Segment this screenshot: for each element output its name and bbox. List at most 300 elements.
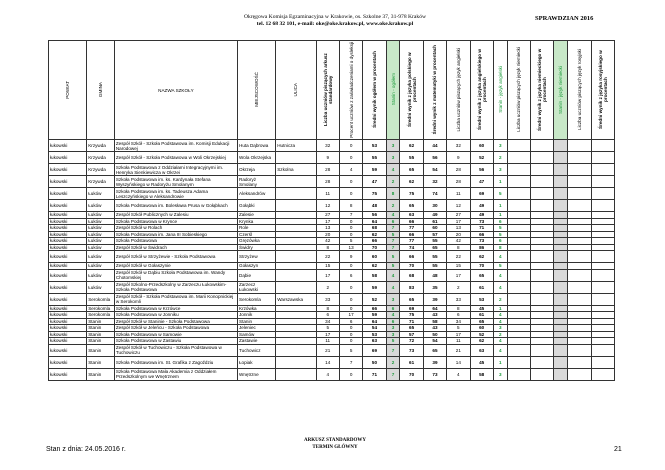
cell-miejscowosc: Radoryż Smolany — [238, 176, 276, 188]
cell-gmina: Łuków — [87, 281, 115, 293]
cell-v6: 73 — [423, 368, 446, 380]
col-stanin-ogolem: Stanin - ogółem — [386, 41, 400, 140]
cell-powiat: łukowski — [49, 325, 87, 332]
cell-v12 — [554, 176, 568, 188]
col-liczba-angielski: Liczba uczniów piszących język angielski — [447, 41, 470, 140]
cell-v4: 6 — [386, 305, 400, 312]
cell-ulica — [276, 188, 316, 200]
cell-v2: 0 — [339, 140, 362, 152]
cell-powiat: łukowski — [49, 338, 87, 345]
cell-miejscowosc: Jeleniec — [238, 325, 276, 332]
cell-v2: 5 — [339, 238, 362, 245]
cell-v13 — [568, 140, 591, 152]
cell-v4: 4 — [386, 212, 400, 219]
cell-szkola: Szkoła Podstawowa z Oddziałami Integracyjnymi im. Henryka Sienkiewicza w Okrzei — [114, 164, 237, 176]
cell-v4: 7 — [386, 244, 400, 251]
cell-v9: 2 — [493, 331, 507, 338]
cell-v5: 70 — [400, 368, 423, 380]
cell-v14 — [591, 293, 614, 305]
cell-v1: 13 — [316, 225, 339, 232]
cell-v13 — [568, 344, 591, 356]
cell-ulica — [276, 152, 316, 164]
cell-miejscowosc: Krzówka — [238, 305, 276, 312]
cell-miejscowosc: Wola Okrzejska — [238, 152, 276, 164]
cell-gmina: Łuków — [87, 212, 115, 219]
cell-v4: 5 — [386, 231, 400, 238]
col-procent-dysleksja: Procent uczniów z zaświadczeniami o dysleksji — [339, 41, 362, 140]
cell-v5: 72 — [400, 338, 423, 345]
cell-v5: 55 — [400, 152, 423, 164]
cell-v1: 15 — [316, 263, 339, 270]
cell-v7: 33 — [447, 293, 470, 305]
cell-v8: 65 — [470, 269, 493, 281]
cell-v9: 1 — [493, 212, 507, 219]
cell-v6: 60 — [423, 225, 446, 232]
cell-v1: 34 — [316, 318, 339, 325]
cell-v6: 65 — [423, 344, 446, 356]
cell-v12 — [554, 368, 568, 380]
cell-v1: 9 — [316, 152, 339, 164]
cell-v9: 5 — [493, 231, 507, 238]
cell-v9: 4 — [493, 281, 507, 293]
footer-arkusz: ARKUSZ STANDARDOWY — [304, 438, 366, 443]
cell-powiat: łukowski — [49, 238, 87, 245]
cell-v14 — [591, 140, 614, 152]
cell-gmina: Stanin — [87, 356, 115, 368]
cell-v1: 28 — [316, 176, 339, 188]
cell-v9: 4 — [493, 269, 507, 281]
cell-v1: 8 — [316, 305, 339, 312]
cell-v12 — [554, 200, 568, 212]
cell-v3: 70 — [363, 244, 386, 251]
cell-miejscowosc: Okrzeja — [238, 164, 276, 176]
col-miejscowosc: MIEJSCOWOŚĆ — [238, 41, 276, 140]
cell-v11 — [531, 140, 554, 152]
cell-v8: 86 — [470, 244, 493, 251]
cell-szkola: Szkoła Podstawowa — [114, 238, 237, 245]
cell-powiat: łukowski — [49, 188, 87, 200]
header-address: Okręgowa Komisja Egzaminacyjna w Krakowie, os. Szkolne 37, 31-978 Kraków — [243, 14, 427, 20]
cell-v8: 65 — [470, 318, 493, 325]
cell-v2: 0 — [339, 176, 362, 188]
table-header-row — [49, 41, 615, 140]
col-powiat: POWIAT — [49, 41, 87, 140]
footer-date: Stan z dnia: 24.05.2016 r. — [46, 446, 126, 453]
cell-v7: 17 — [447, 218, 470, 225]
cell-v7: 32 — [447, 140, 470, 152]
cell-v10 — [507, 251, 530, 263]
cell-v8: 49 — [470, 200, 493, 212]
cell-v2: 0 — [339, 225, 362, 232]
cell-szkola: Zespół Szkół w Staninie - Szkoła Podstawowa — [114, 318, 237, 325]
cell-szkola: Szkoła Podstawowa w Jonniku — [114, 312, 237, 319]
cell-miejscowosc: Łopiak — [238, 356, 276, 368]
cell-v9: 1 — [493, 200, 507, 212]
cell-v9: 6 — [493, 218, 507, 225]
cell-v4: 3 — [386, 331, 400, 338]
cell-v11 — [531, 200, 554, 212]
col-gmina: GMINA — [87, 41, 115, 140]
cell-v1: 22 — [316, 251, 339, 263]
cell-v11 — [531, 188, 554, 200]
col-wynik-polski: Średni wynik z języka polskiego w procentach — [400, 41, 423, 140]
cell-v4: 7 — [386, 368, 400, 380]
cell-v14 — [591, 200, 614, 212]
cell-v1: 27 — [316, 212, 339, 219]
cell-v4: 3 — [386, 152, 400, 164]
cell-gmina: Stanin — [87, 368, 115, 380]
cell-szkola: Zespół Szkół - Szkoła Podstawowa im. Marii Konopnickiej w Serokomli — [114, 293, 237, 305]
cell-v7: 27 — [447, 212, 470, 219]
cell-v8: 70 — [470, 263, 493, 270]
cell-v3: 59 — [363, 164, 386, 176]
cell-szkola: Szkoła Podstawowa w Samowie — [114, 331, 237, 338]
cell-ulica: Warszawska — [276, 293, 316, 305]
cell-v2: 4 — [339, 164, 362, 176]
cell-v3: 62 — [363, 231, 386, 238]
cell-v6: 39 — [423, 356, 446, 368]
cell-v7: 11 — [447, 338, 470, 345]
cell-v4: 5 — [386, 338, 400, 345]
col-wynik-matematyka: Średni wynik z matematyki w procentach — [423, 41, 446, 140]
cell-ulica — [276, 344, 316, 356]
cell-szkola: Zespół Szkół w Rolach — [114, 225, 237, 232]
cell-v7: 11 — [447, 188, 470, 200]
cell-v9: 3 — [493, 140, 507, 152]
cell-v10 — [507, 281, 530, 293]
cell-v2: 6 — [339, 318, 362, 325]
cell-v13 — [568, 188, 591, 200]
cell-v3: 59 — [363, 281, 386, 293]
cell-v8: 58 — [470, 368, 493, 380]
cell-v1: 2 — [316, 281, 339, 293]
cell-gmina: Łuków — [87, 200, 115, 212]
cell-szkola: Zespół Szkół w Jeleńcu - Szkoła Podstawowa — [114, 325, 237, 332]
cell-v14 — [591, 164, 614, 176]
cell-v9: 1 — [493, 176, 507, 188]
cell-v6: 65 — [423, 244, 446, 251]
cell-v5: 75 — [400, 188, 423, 200]
cell-v2: 0 — [339, 305, 362, 312]
cell-v6: 55 — [423, 251, 446, 263]
cell-v5: 77 — [400, 238, 423, 245]
cell-miejscowosc: Gołaszyn — [238, 263, 276, 270]
cell-v3: 50 — [363, 356, 386, 368]
cell-v4: 5 — [386, 263, 400, 270]
cell-szkola: Szkoła Podstawowa w Zastawiu — [114, 338, 237, 345]
cell-powiat: łukowski — [49, 152, 87, 164]
cell-v3: 66 — [363, 305, 386, 312]
cell-v12 — [554, 269, 568, 281]
cell-v1: 5 — [316, 325, 339, 332]
cell-powiat: łukowski — [49, 344, 87, 356]
col-liczba-niemiecki: Liczba uczniów piszących język niemiecki — [507, 41, 530, 140]
cell-v11 — [531, 281, 554, 293]
cell-v8: 45 — [470, 356, 493, 368]
cell-gmina: Łuków — [87, 218, 115, 225]
cell-v4: 3 — [386, 293, 400, 305]
cell-powiat: łukowski — [49, 200, 87, 212]
cell-v10 — [507, 368, 530, 380]
cell-v14 — [591, 344, 614, 356]
cell-v11 — [531, 293, 554, 305]
table-row — [49, 269, 615, 281]
cell-v4: 7 — [386, 238, 400, 245]
cell-v1: 21 — [316, 344, 339, 356]
col-wynik-angielski: Średni wynik z języka angielskiego w procentach — [470, 41, 493, 140]
cell-v6: 50 — [423, 331, 446, 338]
cell-v14 — [591, 281, 614, 293]
cell-miejscowosc: Aleksandrów — [238, 188, 276, 200]
cell-gmina: Łuków — [87, 225, 115, 232]
cell-v13 — [568, 251, 591, 263]
cell-powiat: łukowski — [49, 331, 87, 338]
cell-v7: 9 — [447, 152, 470, 164]
cell-v3: 66 — [363, 238, 386, 245]
footer-termin: TERMIN GŁÓWNY — [312, 445, 358, 450]
cell-v5: 83 — [400, 281, 423, 293]
cell-v7: 14 — [447, 356, 470, 368]
cell-miejscowosc: Tuchowicz — [238, 344, 276, 356]
cell-v11 — [531, 176, 554, 188]
cell-v3: 71 — [363, 368, 386, 380]
cell-ulica: Szkolna — [276, 164, 316, 176]
cell-v14 — [591, 368, 614, 380]
cell-v6: 74 — [423, 188, 446, 200]
cell-miejscowosc: Role — [238, 225, 276, 232]
cell-v13 — [568, 200, 591, 212]
cell-gmina: Krzywda — [87, 152, 115, 164]
table-row — [49, 140, 615, 152]
cell-gmina: Serokomla — [87, 312, 115, 319]
cell-v5: 65 — [400, 164, 423, 176]
cell-v2: 7 — [339, 356, 362, 368]
cell-miejscowosc: Zarzecz Łukowski — [238, 281, 276, 293]
cell-v13 — [568, 176, 591, 188]
cell-v3: 56 — [363, 212, 386, 219]
cell-szkola: Szkoła Podstawowa im. ks. Kardynała Stefana Wyszyńskiego w Radoryżu Smolanym — [114, 176, 237, 188]
cell-szkola: Zespół Szkół - Szkoła Podstawowa im. Komisji Edukacji Narodowej — [114, 140, 237, 152]
col-wynik-rosyjski: Średni wynik z języka rosyjskiego w procentach — [591, 41, 614, 140]
cell-szkola: Zespół Szkół Publicznych w Zalesiu — [114, 212, 237, 219]
cell-powiat: łukowski — [49, 269, 87, 281]
cell-v12 — [554, 281, 568, 293]
col-szkola: NAZWA SZKOŁY — [114, 41, 237, 140]
cell-v1: 33 — [316, 293, 339, 305]
col-ulica: ULICA — [276, 41, 316, 140]
cell-ulica — [276, 200, 316, 212]
cell-szkola: Szkoła Podstawowa w Krynce — [114, 218, 237, 225]
cell-v3: 62 — [363, 263, 386, 270]
cell-v14 — [591, 188, 614, 200]
cell-v1: 32 — [316, 140, 339, 152]
cell-v2: 6 — [339, 269, 362, 281]
cell-v14 — [591, 356, 614, 368]
cell-v9: 5 — [493, 225, 507, 232]
cell-v4: 2 — [386, 176, 400, 188]
cell-v6: 39 — [423, 293, 446, 305]
cell-v5: 62 — [400, 140, 423, 152]
cell-powiat: łukowski — [49, 318, 87, 325]
cell-v10 — [507, 356, 530, 368]
cell-powiat: łukowski — [49, 356, 87, 368]
cell-v4: 4 — [386, 269, 400, 281]
cell-v10 — [507, 140, 530, 152]
cell-gmina: Łuków — [87, 244, 115, 251]
cell-szkola: Szkoła Podstawowa im. St. Grafika z Zagoździu — [114, 356, 237, 368]
cell-v6: 64 — [423, 305, 446, 312]
cell-v14 — [591, 251, 614, 263]
cell-v13 — [568, 293, 591, 305]
col-stanin-angielski: Stanin - język angielski — [493, 41, 507, 140]
cell-v8: 73 — [470, 238, 493, 245]
cell-v3: 64 — [363, 218, 386, 225]
cell-v7: 6 — [447, 312, 470, 319]
cell-gmina: Łuków — [87, 269, 115, 281]
cell-szkola: Szkoła Podstawowa Mała Akademia z Oddziałem Przedszkolnym we Wnętrznem — [114, 368, 237, 380]
cell-v5: 71 — [400, 318, 423, 325]
cell-v8: 66 — [470, 231, 493, 238]
header-contact: tel. 12 68 32 101, e-mail: oke@oke.krakow.pl, www.oke.krakow.pl — [256, 21, 414, 27]
cell-v1: 42 — [316, 238, 339, 245]
cell-v14 — [591, 152, 614, 164]
cell-v9: 2 — [493, 293, 507, 305]
cell-v7: 28 — [447, 176, 470, 188]
cell-v10 — [507, 188, 530, 200]
cell-v8: 69 — [470, 188, 493, 200]
cell-gmina: Krzywda — [87, 176, 115, 188]
cell-v1: 20 — [316, 231, 339, 238]
cell-v9: 3 — [493, 325, 507, 332]
cell-miejscowosc: Samów — [238, 331, 276, 338]
cell-v6: 35 — [423, 281, 446, 293]
cell-v1: 6 — [316, 312, 339, 319]
cell-v3: 69 — [363, 344, 386, 356]
cell-v10 — [507, 293, 530, 305]
cell-v10 — [507, 176, 530, 188]
cell-v1: 17 — [316, 218, 339, 225]
cell-miejscowosc: Krynka — [238, 218, 276, 225]
cell-v9: 3 — [493, 164, 507, 176]
cell-v5: 61 — [400, 356, 423, 368]
cell-v5: 70 — [400, 263, 423, 270]
page-number: 21 — [614, 446, 622, 453]
cell-powiat: łukowski — [49, 305, 87, 312]
cell-v8: 60 — [470, 140, 493, 152]
cell-v2: 0 — [339, 331, 362, 338]
cell-v3: 58 — [363, 269, 386, 281]
cell-v2: 8 — [339, 200, 362, 212]
cell-v6: 30 — [423, 200, 446, 212]
table-row — [49, 152, 615, 164]
cell-v2: 0 — [339, 281, 362, 293]
cell-v11 — [531, 164, 554, 176]
cell-v7: 17 — [447, 269, 470, 281]
cell-v2: 0 — [339, 293, 362, 305]
cell-v9: 4 — [493, 318, 507, 325]
cell-v4: 6 — [386, 318, 400, 325]
cell-v2: 5 — [339, 344, 362, 356]
exam-title: SPRAWDZIAN 2016 — [535, 15, 594, 22]
cell-v8: 62 — [470, 251, 493, 263]
cell-v4: 8 — [386, 188, 400, 200]
cell-v7: 12 — [447, 200, 470, 212]
cell-v5: 73 — [400, 344, 423, 356]
cell-v11 — [531, 251, 554, 263]
cell-v6: 43 — [423, 325, 446, 332]
cell-v9: 4 — [493, 312, 507, 319]
cell-v13 — [568, 368, 591, 380]
cell-szkola: Szkoła Podstawowa im. ks. Tadeusza Adama Leszczyńskiego w Aleksandrowie — [114, 188, 237, 200]
cell-v1: 28 — [316, 164, 339, 176]
cell-v5: 74 — [400, 244, 423, 251]
cell-szkola: Szkoła Podstawowa im. Bolesława Prusa w Gołąbkach — [114, 200, 237, 212]
cell-v5: 69 — [400, 305, 423, 312]
cell-v7: 22 — [447, 251, 470, 263]
cell-v8: 61 — [470, 312, 493, 319]
cell-miejscowosc: Świdry — [238, 244, 276, 251]
table-row — [49, 281, 615, 293]
col-wynik-niemiecki: Średni wynik z języka niemieckiego w procentach — [531, 41, 554, 140]
cell-v7: 4 — [447, 368, 470, 380]
table-row — [49, 176, 615, 188]
cell-szkola: Zespół Szkół w Dąbiu Szkoła Podstawowa im. Wandy Chotomskiej — [114, 269, 237, 281]
cell-v3: 64 — [363, 318, 386, 325]
cell-v8: 45 — [470, 305, 493, 312]
cell-powiat: łukowski — [49, 164, 87, 176]
cell-v8: 52 — [470, 331, 493, 338]
cell-miejscowosc: Zalesie — [238, 212, 276, 219]
footer-center — [300, 437, 370, 451]
cell-v8: 61 — [470, 281, 493, 293]
cell-v7: 13 — [447, 225, 470, 232]
table-row — [49, 368, 615, 380]
cell-v8: 62 — [470, 338, 493, 345]
cell-v2: 0 — [339, 152, 362, 164]
cell-v2: 13 — [339, 244, 362, 251]
col-liczba-uczniow: Liczba uczniów piszących arkusz standardowy — [316, 41, 339, 140]
cell-szkola: Zespół Szkół w Strzyżewie - Szkoła Podstawowa — [114, 251, 237, 263]
cell-v12 — [554, 293, 568, 305]
cell-v13 — [568, 356, 591, 368]
cell-powiat: łukowski — [49, 140, 87, 152]
cell-miejscowosc: Serokomla — [238, 293, 276, 305]
cell-v9: 4 — [493, 338, 507, 345]
cell-v4: 2 — [386, 200, 400, 212]
cell-powiat: łukowski — [49, 212, 87, 219]
cell-v1: 14 — [316, 356, 339, 368]
cell-v3: 53 — [363, 140, 386, 152]
results-table — [48, 40, 615, 381]
cell-powiat: łukowski — [49, 176, 87, 188]
cell-v7: 42 — [447, 238, 470, 245]
cell-v13 — [568, 281, 591, 293]
cell-v9: 5 — [493, 263, 507, 270]
cell-v10 — [507, 200, 530, 212]
cell-v6: 61 — [423, 218, 446, 225]
cell-gmina: Serokomla — [87, 293, 115, 305]
cell-v3: 60 — [363, 251, 386, 263]
cell-ulica — [276, 356, 316, 368]
cell-v14 — [591, 176, 614, 188]
cell-miejscowosc: Czerśl — [238, 231, 276, 238]
cell-szkola: Zespół Szkół - Szkoła Podstawowa w Woli Okrzejskiej — [114, 152, 237, 164]
cell-v13 — [568, 269, 591, 281]
cell-gmina: Łuków — [87, 188, 115, 200]
cell-ulica — [276, 269, 316, 281]
cell-v10 — [507, 269, 530, 281]
cell-v6: 49 — [423, 212, 446, 219]
